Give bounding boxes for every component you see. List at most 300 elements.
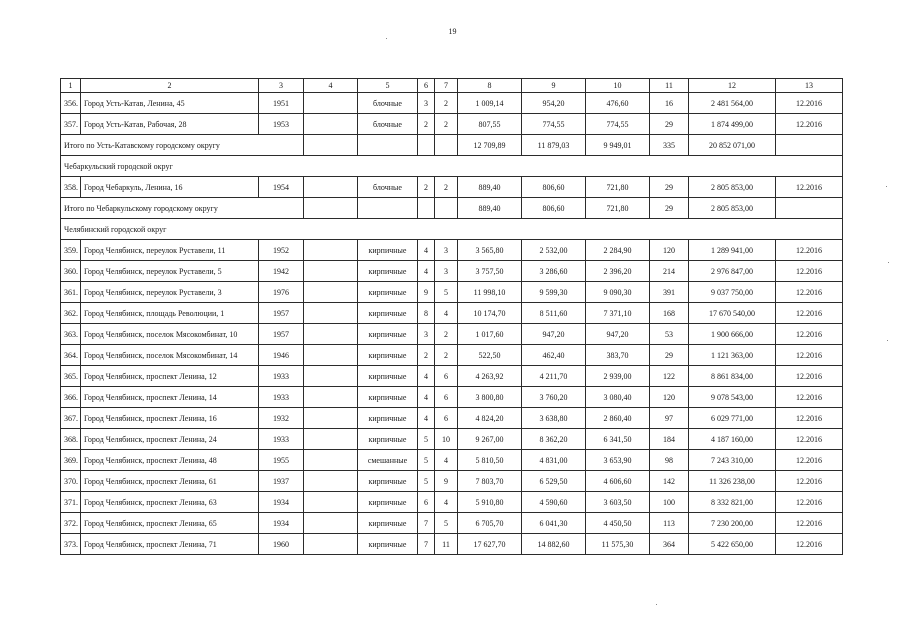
wall-material-cell: кирпичные (358, 324, 418, 345)
wall-material-cell: блочные (358, 114, 418, 135)
column-4-cell (304, 345, 358, 366)
empty-cell (304, 135, 358, 156)
table-row (61, 177, 843, 198)
residential-area-cell: 2 860,40 (586, 408, 650, 429)
residents-cell: 184 (650, 429, 689, 450)
table-row (61, 345, 843, 366)
cost-cell: 1 289 941,00 (689, 240, 776, 261)
table-row (61, 492, 843, 513)
scan-speck (888, 262, 889, 263)
table-row (61, 324, 843, 345)
floors-cell: 3 (418, 93, 435, 114)
empty-cell (418, 135, 435, 156)
entrances-cell: 2 (435, 324, 458, 345)
empty-cell (358, 135, 418, 156)
total-area-cell: 10 174,70 (458, 303, 522, 324)
total-area-cell: 1 017,60 (458, 324, 522, 345)
entrances-cell: 5 (435, 513, 458, 534)
row-number-cell: 368. (61, 429, 81, 450)
subtotal-label: Итого по Усть-Катавскому городскому округу (61, 135, 304, 156)
row-number-cell: 360. (61, 261, 81, 282)
wall-material-cell: кирпичные (358, 345, 418, 366)
row-number-cell: 359. (61, 240, 81, 261)
cost-cell: 4 187 160,00 (689, 429, 776, 450)
total-area-cell: 5 910,80 (458, 492, 522, 513)
residential-area-cell: 7 371,10 (586, 303, 650, 324)
residential-area-cell: 383,70 (586, 345, 650, 366)
year-cell: 1934 (259, 492, 304, 513)
year-cell: 1951 (259, 93, 304, 114)
living-area-cell: 9 599,30 (522, 282, 586, 303)
table-body (61, 79, 843, 555)
floors-cell: 9 (418, 282, 435, 303)
wall-material-cell: смешанные (358, 450, 418, 471)
column-4-cell (304, 303, 358, 324)
residents-cell: 16 (650, 93, 689, 114)
row-number-cell: 367. (61, 408, 81, 429)
living-area-cell: 4 211,70 (522, 366, 586, 387)
deadline-cell: 12.2016 (776, 513, 843, 534)
wall-material-cell: кирпичные (358, 261, 418, 282)
address-cell: Город Челябинск, проспект Ленина, 71 (81, 534, 259, 555)
living-area-cell: 462,40 (522, 345, 586, 366)
table-row (61, 471, 843, 492)
row-number-cell: 373. (61, 534, 81, 555)
cost-cell: 2 481 564,00 (689, 93, 776, 114)
residents-cell: 97 (650, 408, 689, 429)
living-area-cell: 3 286,60 (522, 261, 586, 282)
deadline-cell: 12.2016 (776, 492, 843, 513)
residential-area-cell: 11 575,30 (586, 534, 650, 555)
residents-cell: 335 (650, 135, 689, 156)
cost-cell: 6 029 771,00 (689, 408, 776, 429)
section-header-row (61, 219, 843, 240)
row-number-cell: 370. (61, 471, 81, 492)
column-4-cell (304, 534, 358, 555)
floors-cell: 4 (418, 408, 435, 429)
floors-cell: 3 (418, 324, 435, 345)
entrances-cell: 6 (435, 408, 458, 429)
deadline-cell: 12.2016 (776, 324, 843, 345)
address-cell: Город Челябинск, переулок Руставели, 5 (81, 261, 259, 282)
living-area-cell: 14 882,60 (522, 534, 586, 555)
wall-material-cell: кирпичные (358, 408, 418, 429)
empty-cell (418, 198, 435, 219)
wall-material-cell: кирпичные (358, 513, 418, 534)
year-cell: 1937 (259, 471, 304, 492)
entrances-cell: 3 (435, 240, 458, 261)
address-cell: Город Усть-Катав, Ленина, 45 (81, 93, 259, 114)
cost-cell: 7 230 200,00 (689, 513, 776, 534)
total-area-cell: 1 009,14 (458, 93, 522, 114)
column-4-cell (304, 366, 358, 387)
year-cell: 1946 (259, 345, 304, 366)
column-number-header: 10 (586, 79, 650, 93)
total-area-cell: 5 810,50 (458, 450, 522, 471)
column-4-cell (304, 240, 358, 261)
total-area-cell: 4 824,20 (458, 408, 522, 429)
row-number-cell: 356. (61, 93, 81, 114)
total-area-cell: 6 705,70 (458, 513, 522, 534)
scan-speck (887, 340, 888, 341)
address-cell: Город Челябинск, поселок Мясокомбинат, 10 (81, 324, 259, 345)
column-4-cell (304, 261, 358, 282)
wall-material-cell: кирпичные (358, 282, 418, 303)
residents-cell: 53 (650, 324, 689, 345)
wall-material-cell: блочные (358, 177, 418, 198)
column-4-cell (304, 387, 358, 408)
address-cell: Город Челябинск, проспект Ленина, 61 (81, 471, 259, 492)
residents-cell: 29 (650, 345, 689, 366)
scan-speck (386, 38, 387, 39)
residential-area-cell: 2 939,00 (586, 366, 650, 387)
residents-cell: 120 (650, 387, 689, 408)
table-row (61, 282, 843, 303)
wall-material-cell: кирпичные (358, 240, 418, 261)
wall-material-cell: кирпичные (358, 303, 418, 324)
column-4-cell (304, 408, 358, 429)
address-cell: Город Челябинск, проспект Ленина, 24 (81, 429, 259, 450)
floors-cell: 4 (418, 366, 435, 387)
column-4-cell (304, 114, 358, 135)
address-cell: Город Челябинск, переулок Руставели, 3 (81, 282, 259, 303)
living-area-cell: 2 532,00 (522, 240, 586, 261)
residential-area-cell: 2 396,20 (586, 261, 650, 282)
wall-material-cell: кирпичные (358, 492, 418, 513)
column-4-cell (304, 450, 358, 471)
total-area-cell: 522,50 (458, 345, 522, 366)
residents-cell: 100 (650, 492, 689, 513)
living-area-cell: 8 362,20 (522, 429, 586, 450)
scan-speck (886, 186, 887, 187)
row-number-cell: 366. (61, 387, 81, 408)
floors-cell: 4 (418, 240, 435, 261)
living-area-cell: 4 831,00 (522, 450, 586, 471)
table-row (61, 429, 843, 450)
floors-cell: 2 (418, 345, 435, 366)
total-area-cell: 3 800,80 (458, 387, 522, 408)
row-number-cell: 365. (61, 366, 81, 387)
total-area-cell: 889,40 (458, 177, 522, 198)
wall-material-cell: кирпичные (358, 534, 418, 555)
residents-cell: 142 (650, 471, 689, 492)
residential-area-cell: 9 090,30 (586, 282, 650, 303)
wall-material-cell: кирпичные (358, 387, 418, 408)
total-area-cell: 17 627,70 (458, 534, 522, 555)
residential-area-cell: 4 450,50 (586, 513, 650, 534)
floors-cell: 2 (418, 114, 435, 135)
living-area-cell: 6 529,50 (522, 471, 586, 492)
wall-material-cell: блочные (358, 93, 418, 114)
residents-cell: 391 (650, 282, 689, 303)
entrances-cell: 11 (435, 534, 458, 555)
residential-area-cell: 4 606,60 (586, 471, 650, 492)
deadline-cell: 12.2016 (776, 366, 843, 387)
floors-cell: 5 (418, 471, 435, 492)
wall-material-cell: кирпичные (358, 429, 418, 450)
year-cell: 1960 (259, 534, 304, 555)
address-cell: Город Усть-Катав, Рабочая, 28 (81, 114, 259, 135)
cost-cell: 2 805 853,00 (689, 198, 776, 219)
floors-cell: 7 (418, 513, 435, 534)
deadline-cell: 12.2016 (776, 240, 843, 261)
deadline-cell: 12.2016 (776, 408, 843, 429)
entrances-cell: 4 (435, 492, 458, 513)
year-cell: 1933 (259, 429, 304, 450)
column-number-header: 11 (650, 79, 689, 93)
residents-cell: 122 (650, 366, 689, 387)
column-4-cell (304, 324, 358, 345)
page-number: 19 (448, 27, 457, 36)
total-area-cell: 7 803,70 (458, 471, 522, 492)
living-area-cell: 8 511,60 (522, 303, 586, 324)
year-cell: 1932 (259, 408, 304, 429)
year-cell: 1955 (259, 450, 304, 471)
row-number-cell: 369. (61, 450, 81, 471)
floors-cell: 5 (418, 429, 435, 450)
floors-cell: 5 (418, 450, 435, 471)
column-number-header: 6 (418, 79, 435, 93)
wall-material-cell: кирпичные (358, 366, 418, 387)
column-4-cell (304, 471, 358, 492)
year-cell: 1933 (259, 366, 304, 387)
address-cell: Город Челябинск, проспект Ленина, 48 (81, 450, 259, 471)
residents-cell: 29 (650, 198, 689, 219)
empty-cell (435, 198, 458, 219)
empty-cell (435, 135, 458, 156)
deadline-cell: 12.2016 (776, 177, 843, 198)
wall-material-cell: кирпичные (358, 471, 418, 492)
residential-area-cell: 2 284,90 (586, 240, 650, 261)
residential-area-cell: 6 341,50 (586, 429, 650, 450)
row-number-cell: 361. (61, 282, 81, 303)
year-cell: 1934 (259, 513, 304, 534)
column-number-header: 12 (689, 79, 776, 93)
row-number-cell: 362. (61, 303, 81, 324)
residential-area-cell: 774,55 (586, 114, 650, 135)
row-number-cell: 364. (61, 345, 81, 366)
deadline-cell: 12.2016 (776, 345, 843, 366)
subtotal-label: Итого по Чебаркульскому городскому округу (61, 198, 304, 219)
address-cell: Город Челябинск, проспект Ленина, 16 (81, 408, 259, 429)
deadline-cell: 12.2016 (776, 282, 843, 303)
address-cell: Город Челябинск, проспект Ленина, 14 (81, 387, 259, 408)
residents-cell: 168 (650, 303, 689, 324)
living-area-cell: 774,55 (522, 114, 586, 135)
residential-area-cell: 476,60 (586, 93, 650, 114)
total-area-cell: 4 263,92 (458, 366, 522, 387)
housing-registry-table (60, 78, 843, 555)
residents-cell: 364 (650, 534, 689, 555)
address-cell: Город Челябинск, проспект Ленина, 63 (81, 492, 259, 513)
row-number-cell: 372. (61, 513, 81, 534)
year-cell: 1933 (259, 387, 304, 408)
cost-cell: 1 874 499,00 (689, 114, 776, 135)
residents-cell: 113 (650, 513, 689, 534)
living-area-cell: 3 760,20 (522, 387, 586, 408)
total-area-cell: 3 757,50 (458, 261, 522, 282)
empty-cell (776, 198, 843, 219)
row-number-cell: 371. (61, 492, 81, 513)
table-row (61, 303, 843, 324)
cost-cell: 1 121 363,00 (689, 345, 776, 366)
table-row (61, 114, 843, 135)
address-cell: Город Челябинск, площадь Революции, 1 (81, 303, 259, 324)
table-row (61, 450, 843, 471)
cost-cell: 9 037 750,00 (689, 282, 776, 303)
deadline-cell: 12.2016 (776, 303, 843, 324)
residents-cell: 120 (650, 240, 689, 261)
column-number-header: 13 (776, 79, 843, 93)
deadline-cell: 12.2016 (776, 387, 843, 408)
table-row (61, 261, 843, 282)
row-number-cell: 363. (61, 324, 81, 345)
year-cell: 1952 (259, 240, 304, 261)
table-row (61, 408, 843, 429)
entrances-cell: 2 (435, 93, 458, 114)
cost-cell: 9 078 543,00 (689, 387, 776, 408)
residents-cell: 214 (650, 261, 689, 282)
subtotal-row (61, 135, 843, 156)
scan-speck (656, 604, 657, 605)
entrances-cell: 4 (435, 450, 458, 471)
row-number-cell: 358. (61, 177, 81, 198)
cost-cell: 17 670 540,00 (689, 303, 776, 324)
column-4-cell (304, 93, 358, 114)
section-title: Челябинский городской округ (61, 219, 843, 240)
row-number-cell: 357. (61, 114, 81, 135)
floors-cell: 7 (418, 534, 435, 555)
floors-cell: 6 (418, 492, 435, 513)
cost-cell: 1 900 666,00 (689, 324, 776, 345)
residents-cell: 29 (650, 114, 689, 135)
empty-cell (776, 135, 843, 156)
entrances-cell: 6 (435, 366, 458, 387)
column-4-cell (304, 282, 358, 303)
deadline-cell: 12.2016 (776, 471, 843, 492)
deadline-cell: 12.2016 (776, 429, 843, 450)
deadline-cell: 12.2016 (776, 114, 843, 135)
table-row (61, 240, 843, 261)
cost-cell: 2 976 847,00 (689, 261, 776, 282)
column-number-header: 9 (522, 79, 586, 93)
year-cell: 1957 (259, 324, 304, 345)
column-number-header: 5 (358, 79, 418, 93)
cost-cell: 8 861 834,00 (689, 366, 776, 387)
residents-cell: 98 (650, 450, 689, 471)
cost-cell: 5 422 650,00 (689, 534, 776, 555)
total-area-cell: 9 267,00 (458, 429, 522, 450)
entrances-cell: 3 (435, 261, 458, 282)
total-area-cell: 12 709,89 (458, 135, 522, 156)
entrances-cell: 10 (435, 429, 458, 450)
column-number-header: 7 (435, 79, 458, 93)
floors-cell: 4 (418, 261, 435, 282)
year-cell: 1954 (259, 177, 304, 198)
residential-area-cell: 3 080,40 (586, 387, 650, 408)
total-area-cell: 3 565,80 (458, 240, 522, 261)
table-row (61, 93, 843, 114)
address-cell: Город Челябинск, поселок Мясокомбинат, 14 (81, 345, 259, 366)
floors-cell: 2 (418, 177, 435, 198)
deadline-cell: 12.2016 (776, 93, 843, 114)
floors-cell: 4 (418, 387, 435, 408)
entrances-cell: 2 (435, 345, 458, 366)
empty-cell (358, 198, 418, 219)
entrances-cell: 2 (435, 177, 458, 198)
entrances-cell: 2 (435, 114, 458, 135)
table-row (61, 387, 843, 408)
year-cell: 1976 (259, 282, 304, 303)
entrances-cell: 5 (435, 282, 458, 303)
living-area-cell: 806,60 (522, 198, 586, 219)
table-row (61, 534, 843, 555)
column-4-cell (304, 177, 358, 198)
address-cell: Город Челябинск, проспект Ленина, 12 (81, 366, 259, 387)
column-4-cell (304, 513, 358, 534)
year-cell: 1953 (259, 114, 304, 135)
entrances-cell: 9 (435, 471, 458, 492)
cost-cell: 8 332 821,00 (689, 492, 776, 513)
residential-area-cell: 9 949,01 (586, 135, 650, 156)
living-area-cell: 947,20 (522, 324, 586, 345)
address-cell: Город Челябинск, проспект Ленина, 65 (81, 513, 259, 534)
residential-area-cell: 721,80 (586, 198, 650, 219)
column-number-header: 1 (61, 79, 81, 93)
column-4-cell (304, 429, 358, 450)
living-area-cell: 806,60 (522, 177, 586, 198)
living-area-cell: 6 041,30 (522, 513, 586, 534)
living-area-cell: 954,20 (522, 93, 586, 114)
residential-area-cell: 947,20 (586, 324, 650, 345)
subtotal-row (61, 198, 843, 219)
deadline-cell: 12.2016 (776, 261, 843, 282)
entrances-cell: 4 (435, 303, 458, 324)
year-cell: 1957 (259, 303, 304, 324)
column-number-header: 3 (259, 79, 304, 93)
table-row (61, 366, 843, 387)
address-cell: Город Чебаркуль, Ленина, 16 (81, 177, 259, 198)
residents-cell: 29 (650, 177, 689, 198)
column-4-cell (304, 492, 358, 513)
total-area-cell: 807,55 (458, 114, 522, 135)
cost-cell: 7 243 310,00 (689, 450, 776, 471)
residential-area-cell: 721,80 (586, 177, 650, 198)
table-row (61, 513, 843, 534)
total-area-cell: 889,40 (458, 198, 522, 219)
year-cell: 1942 (259, 261, 304, 282)
deadline-cell: 12.2016 (776, 450, 843, 471)
living-area-cell: 11 879,03 (522, 135, 586, 156)
section-header-row (61, 156, 843, 177)
column-number-header: 4 (304, 79, 358, 93)
empty-cell (304, 198, 358, 219)
residential-area-cell: 3 603,50 (586, 492, 650, 513)
column-number-header: 8 (458, 79, 522, 93)
address-cell: Город Челябинск, переулок Руставели, 11 (81, 240, 259, 261)
column-number-header: 2 (81, 79, 259, 93)
deadline-cell: 12.2016 (776, 534, 843, 555)
total-area-cell: 11 998,10 (458, 282, 522, 303)
residential-area-cell: 3 653,90 (586, 450, 650, 471)
section-title: Чебаркульский городской округ (61, 156, 843, 177)
living-area-cell: 4 590,60 (522, 492, 586, 513)
cost-cell: 2 805 853,00 (689, 177, 776, 198)
cost-cell: 20 852 071,00 (689, 135, 776, 156)
living-area-cell: 3 638,80 (522, 408, 586, 429)
floors-cell: 8 (418, 303, 435, 324)
cost-cell: 11 326 238,00 (689, 471, 776, 492)
